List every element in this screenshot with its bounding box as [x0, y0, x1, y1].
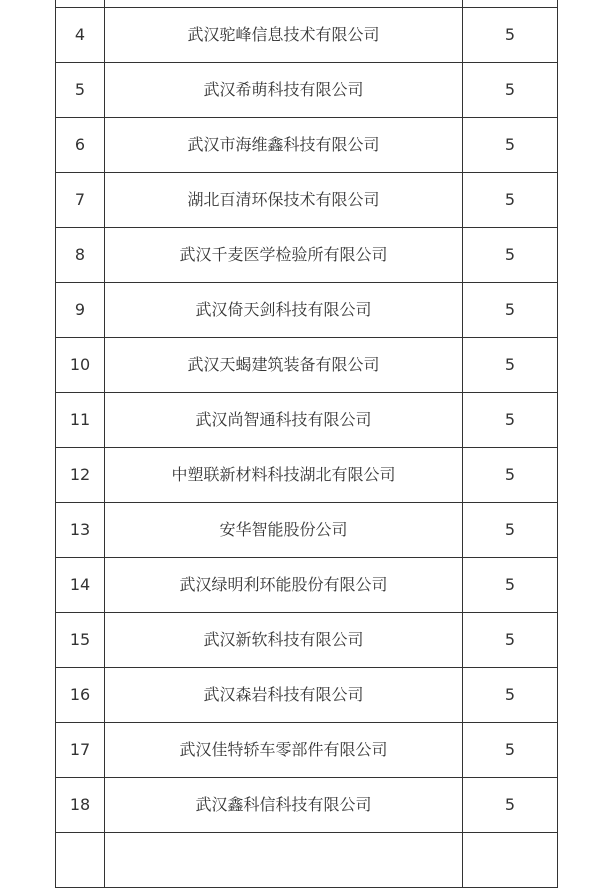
company-name-cell: 安华智能股份公司 [105, 503, 463, 558]
company-table-container [55, 0, 557, 888]
score-cell: 5 [463, 173, 558, 228]
table-row [56, 503, 558, 558]
score-cell: 5 [463, 668, 558, 723]
table-row [56, 393, 558, 448]
row-number-cell [56, 833, 105, 888]
table-row [56, 668, 558, 723]
score-cell [463, 0, 558, 8]
table-row [56, 338, 558, 393]
row-number-cell: 17 [56, 723, 105, 778]
row-number-cell: 16 [56, 668, 105, 723]
row-number-cell [56, 0, 105, 8]
company-name-cell [105, 833, 463, 888]
score-cell: 5 [463, 613, 558, 668]
row-number-cell: 4 [56, 8, 105, 63]
company-name-cell: 武汉鑫科信科技有限公司 [105, 778, 463, 833]
score-cell: 5 [463, 503, 558, 558]
company-name-cell [105, 0, 463, 8]
company-name-cell: 武汉千麦医学检验所有限公司 [105, 228, 463, 283]
score-cell: 5 [463, 723, 558, 778]
company-name-cell: 中塑联新材料科技湖北有限公司 [105, 448, 463, 503]
company-name-cell: 武汉希萌科技有限公司 [105, 63, 463, 118]
score-cell: 5 [463, 283, 558, 338]
row-number-cell: 9 [56, 283, 105, 338]
company-name-cell: 武汉新软科技有限公司 [105, 613, 463, 668]
score-cell: 5 [463, 8, 558, 63]
score-cell: 5 [463, 228, 558, 283]
row-number-cell: 13 [56, 503, 105, 558]
row-number-cell: 7 [56, 173, 105, 228]
company-table [55, 0, 558, 888]
row-number-cell: 14 [56, 558, 105, 613]
row-number-cell: 6 [56, 118, 105, 173]
row-number-cell: 5 [56, 63, 105, 118]
row-number-cell: 12 [56, 448, 105, 503]
company-name-cell: 武汉绿明利环能股份有限公司 [105, 558, 463, 613]
row-number-cell: 15 [56, 613, 105, 668]
table-row [56, 558, 558, 613]
company-name-cell: 武汉佳特轿车零部件有限公司 [105, 723, 463, 778]
score-cell: 5 [463, 63, 558, 118]
company-table-body [56, 0, 558, 888]
company-name-cell: 武汉天蝎建筑装备有限公司 [105, 338, 463, 393]
table-row [56, 0, 558, 8]
company-name-cell: 湖北百清环保技术有限公司 [105, 173, 463, 228]
table-row [56, 118, 558, 173]
table-row [56, 283, 558, 338]
score-cell [463, 833, 558, 888]
score-cell: 5 [463, 778, 558, 833]
table-row [56, 613, 558, 668]
table-row [56, 778, 558, 833]
table-row [56, 833, 558, 888]
score-cell: 5 [463, 448, 558, 503]
company-name-cell: 武汉倚天剑科技有限公司 [105, 283, 463, 338]
score-cell: 5 [463, 118, 558, 173]
company-name-cell: 武汉尚智通科技有限公司 [105, 393, 463, 448]
company-name-cell: 武汉森岩科技有限公司 [105, 668, 463, 723]
row-number-cell: 11 [56, 393, 105, 448]
company-name-cell: 武汉市海维鑫科技有限公司 [105, 118, 463, 173]
score-cell: 5 [463, 393, 558, 448]
row-number-cell: 18 [56, 778, 105, 833]
table-row [56, 8, 558, 63]
row-number-cell: 8 [56, 228, 105, 283]
score-cell: 5 [463, 338, 558, 393]
table-row [56, 173, 558, 228]
company-name-cell: 武汉驼峰信息技术有限公司 [105, 8, 463, 63]
score-cell: 5 [463, 558, 558, 613]
table-row [56, 63, 558, 118]
row-number-cell: 10 [56, 338, 105, 393]
table-row [56, 228, 558, 283]
table-row [56, 723, 558, 778]
table-row [56, 448, 558, 503]
